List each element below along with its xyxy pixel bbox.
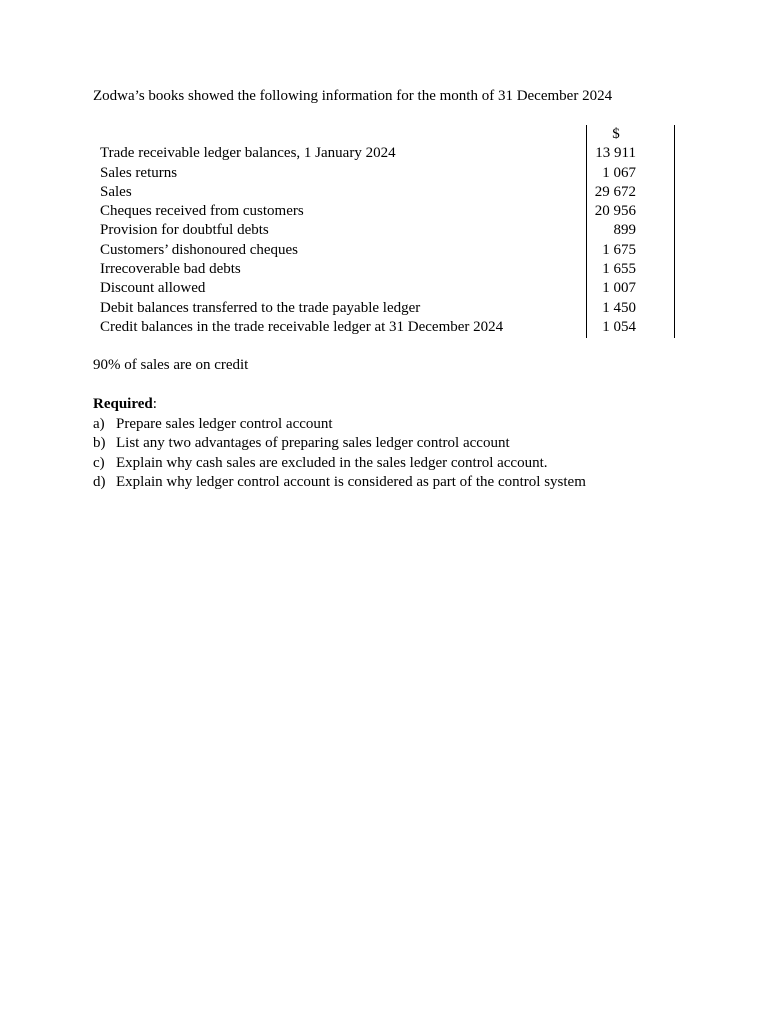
ledger-row-label: Credit balances in the trade receivable ledger at 31 December 2024	[100, 318, 504, 335]
required-item	[93, 454, 548, 474]
ledger-row	[100, 183, 680, 202]
ledger-row-label: Customers’ dishonoured cheques	[100, 241, 299, 258]
ledger-row-amount: 20 956	[594, 203, 636, 220]
ledger-row-amount: 13 911	[595, 145, 636, 162]
ledger-row-amount: 1 450	[602, 299, 636, 316]
ledger-row-label: Sales returns	[100, 164, 178, 181]
ledger-row-amount: 29 672	[594, 183, 636, 200]
ledger-row-label: Sales	[100, 183, 132, 200]
required-section	[93, 395, 586, 493]
ledger-row-amount: 1 007	[602, 280, 636, 297]
ledger-row	[100, 260, 680, 279]
required-item-marker: c)	[93, 454, 105, 471]
ledger-row	[100, 144, 680, 163]
ledger-row-amount: 1 655	[602, 261, 636, 278]
ledger-row-label: Irrecoverable bad debts	[100, 261, 241, 278]
ledger-row-label: Debit balances transferred to the trade payable ledger	[100, 299, 421, 316]
required-heading-label: Required	[93, 396, 153, 412]
required-heading-colon: :	[152, 396, 157, 412]
required-item-text: Prepare sales ledger control account	[116, 415, 333, 432]
required-item-marker: a)	[93, 415, 105, 432]
required-item	[93, 473, 586, 493]
currency-header-row	[100, 125, 680, 144]
ledger-row-label: Trade receivable ledger balances, 1 January 2024	[100, 145, 396, 162]
required-item-text: Explain why cash sales are excluded in the sales ledger control account.	[116, 454, 548, 471]
ledger-table	[100, 125, 680, 337]
required-item-text: List any two advantages of preparing sales ledger control account	[116, 435, 510, 451]
ledger-row	[100, 279, 680, 298]
required-heading	[93, 395, 157, 415]
ledger-row	[100, 164, 680, 183]
ledger-row-label: Cheques received from customers	[100, 203, 304, 220]
ledger-row	[100, 241, 680, 260]
ledger-row-label: Provision for doubtful debts	[100, 222, 269, 239]
ledger-row-amount: 1 675	[602, 241, 636, 258]
ledger-row-label: Discount allowed	[100, 280, 206, 297]
required-item	[93, 415, 333, 435]
ledger-row	[100, 221, 680, 240]
credit-sales-note: 90% of sales are on credit	[93, 357, 249, 373]
ledger-row	[100, 299, 680, 318]
ledger-row-amount: 1 067	[602, 164, 636, 181]
ledger-row-amount: 899	[613, 222, 636, 239]
ledger-row	[100, 202, 680, 221]
ledger-row	[100, 318, 680, 337]
intro-text: Zodwa’s books showed the following information for the month of 31 December 2024	[93, 88, 613, 104]
required-item-marker: d)	[93, 474, 106, 490]
ledger-row-amount: 1 054	[602, 318, 636, 335]
required-item-marker: b)	[93, 435, 106, 451]
required-item-text: Explain why ledger control account is considered as part of the control system	[116, 474, 586, 490]
required-item	[93, 434, 510, 454]
currency-header: $	[612, 126, 620, 142]
